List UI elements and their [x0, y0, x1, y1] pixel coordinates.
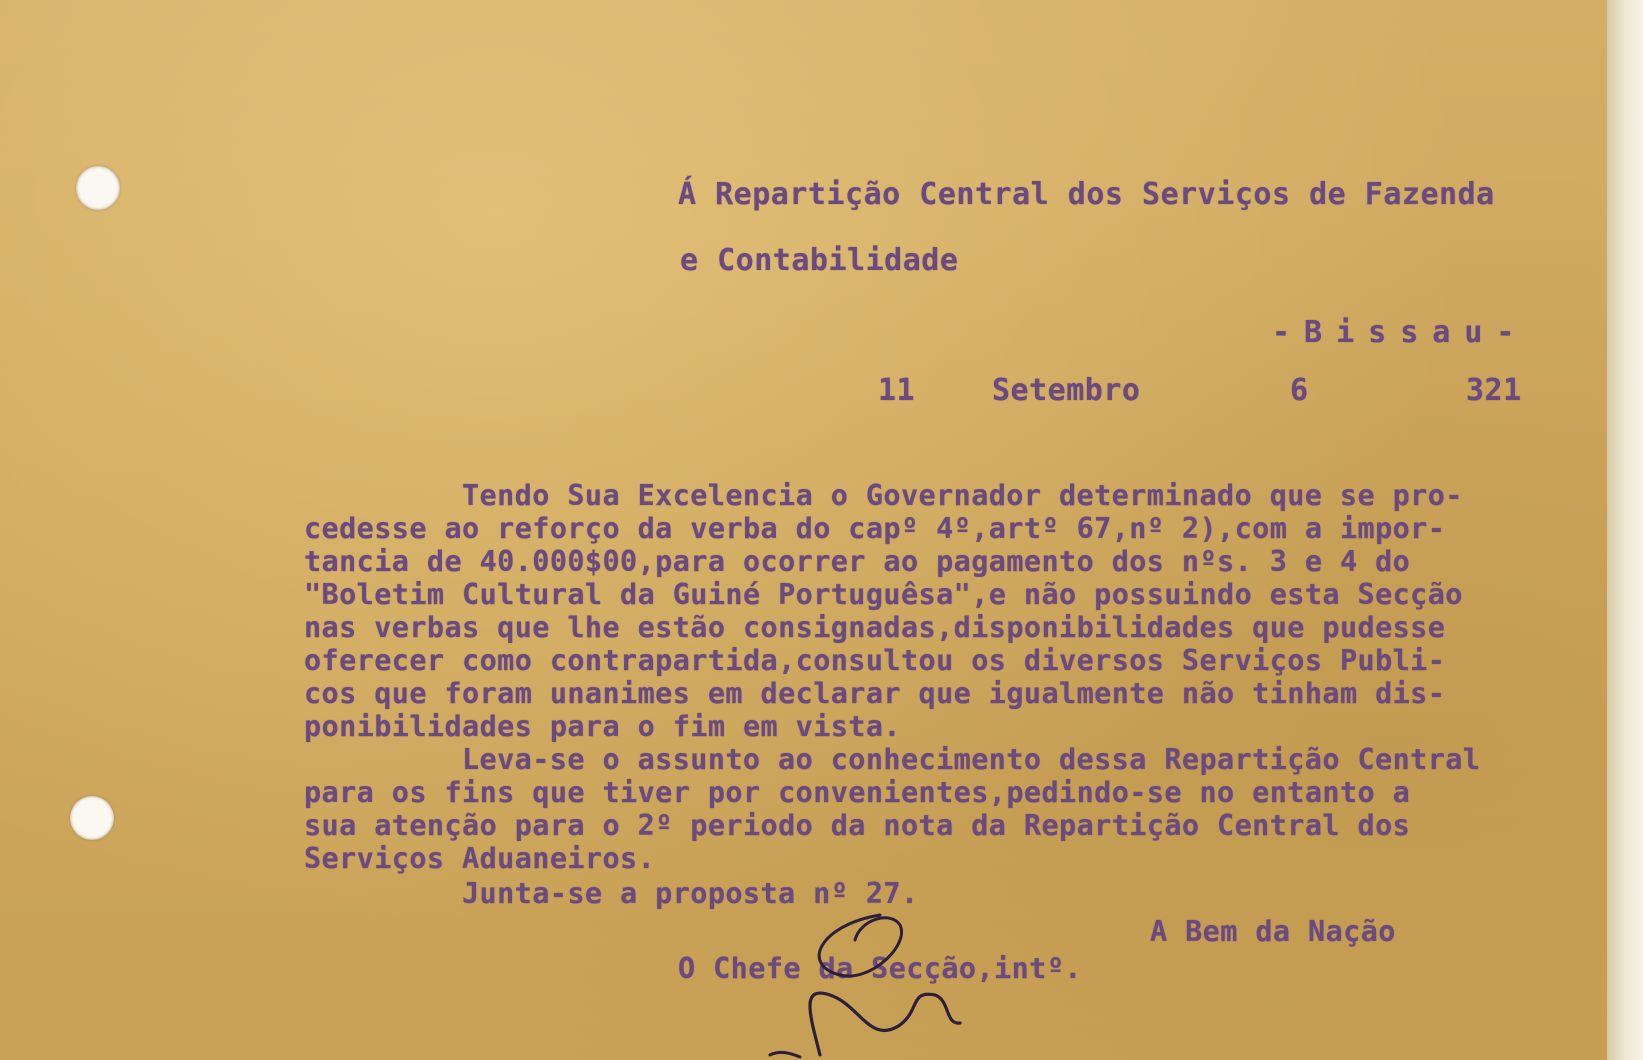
body-line-12: Serviços Aduaneiros. [304, 842, 656, 875]
punch-hole-bottom [70, 796, 114, 840]
body-line-1: Tendo Sua Excelencia o Governador determinado que se pro- [462, 479, 1463, 512]
signatory-title: O Chefe da Secção,intº. [678, 952, 1082, 985]
handwritten-signature [760, 905, 990, 1060]
body-line-5: nas verbas que lhe estão consignadas,disponibilidades que pudesse [304, 611, 1446, 644]
punch-hole-top [76, 166, 120, 210]
recipient-line-1: Á Repartição Central dos Serviços de Fazenda [678, 177, 1495, 212]
paper-edge [1607, 0, 1643, 1060]
body-line-2: cedesse ao reforço da verba do capº 4º,artº 67,nº 2),com a impor- [304, 512, 1446, 545]
closing-salutation: A Bem da Nação [1150, 915, 1396, 948]
body-line-7: cos que foram unanimes em declarar que igualmente não tinham dis- [304, 677, 1446, 710]
city-heading: -Bissau- [1272, 315, 1529, 350]
recipient-line-2: e Contabilidade [680, 243, 959, 278]
body-line-3: tancia de 40.000$00,para ocorrer ao pagamento dos nºs. 3 e 4 do [304, 545, 1411, 578]
body-line-9: Leva-se o assunto ao conhecimento dessa Repartição Central [462, 743, 1481, 776]
body-line-4: "Boletim Cultural da Guiné Portuguêsa",e não possuindo esta Secção [304, 578, 1463, 611]
date-ref-b: 321 [1466, 373, 1522, 408]
date-ref-a: 6 [1290, 373, 1309, 408]
body-line-13: Junta-se a proposta nº 27. [462, 877, 919, 910]
date-day: 11 [878, 373, 916, 408]
body-line-11: sua atenção para o 2º periodo da nota da Repartição Central dos [304, 809, 1411, 842]
body-line-10: para os fins que tiver por convenientes,pedindo-se no entanto a [304, 776, 1411, 809]
date-month: Setembro [992, 373, 1141, 408]
body-line-6: oferecer como contrapartida,consultou os diversos Serviços Publi- [304, 644, 1446, 677]
body-line-8: ponibilidades para o fim em vista. [304, 710, 901, 743]
